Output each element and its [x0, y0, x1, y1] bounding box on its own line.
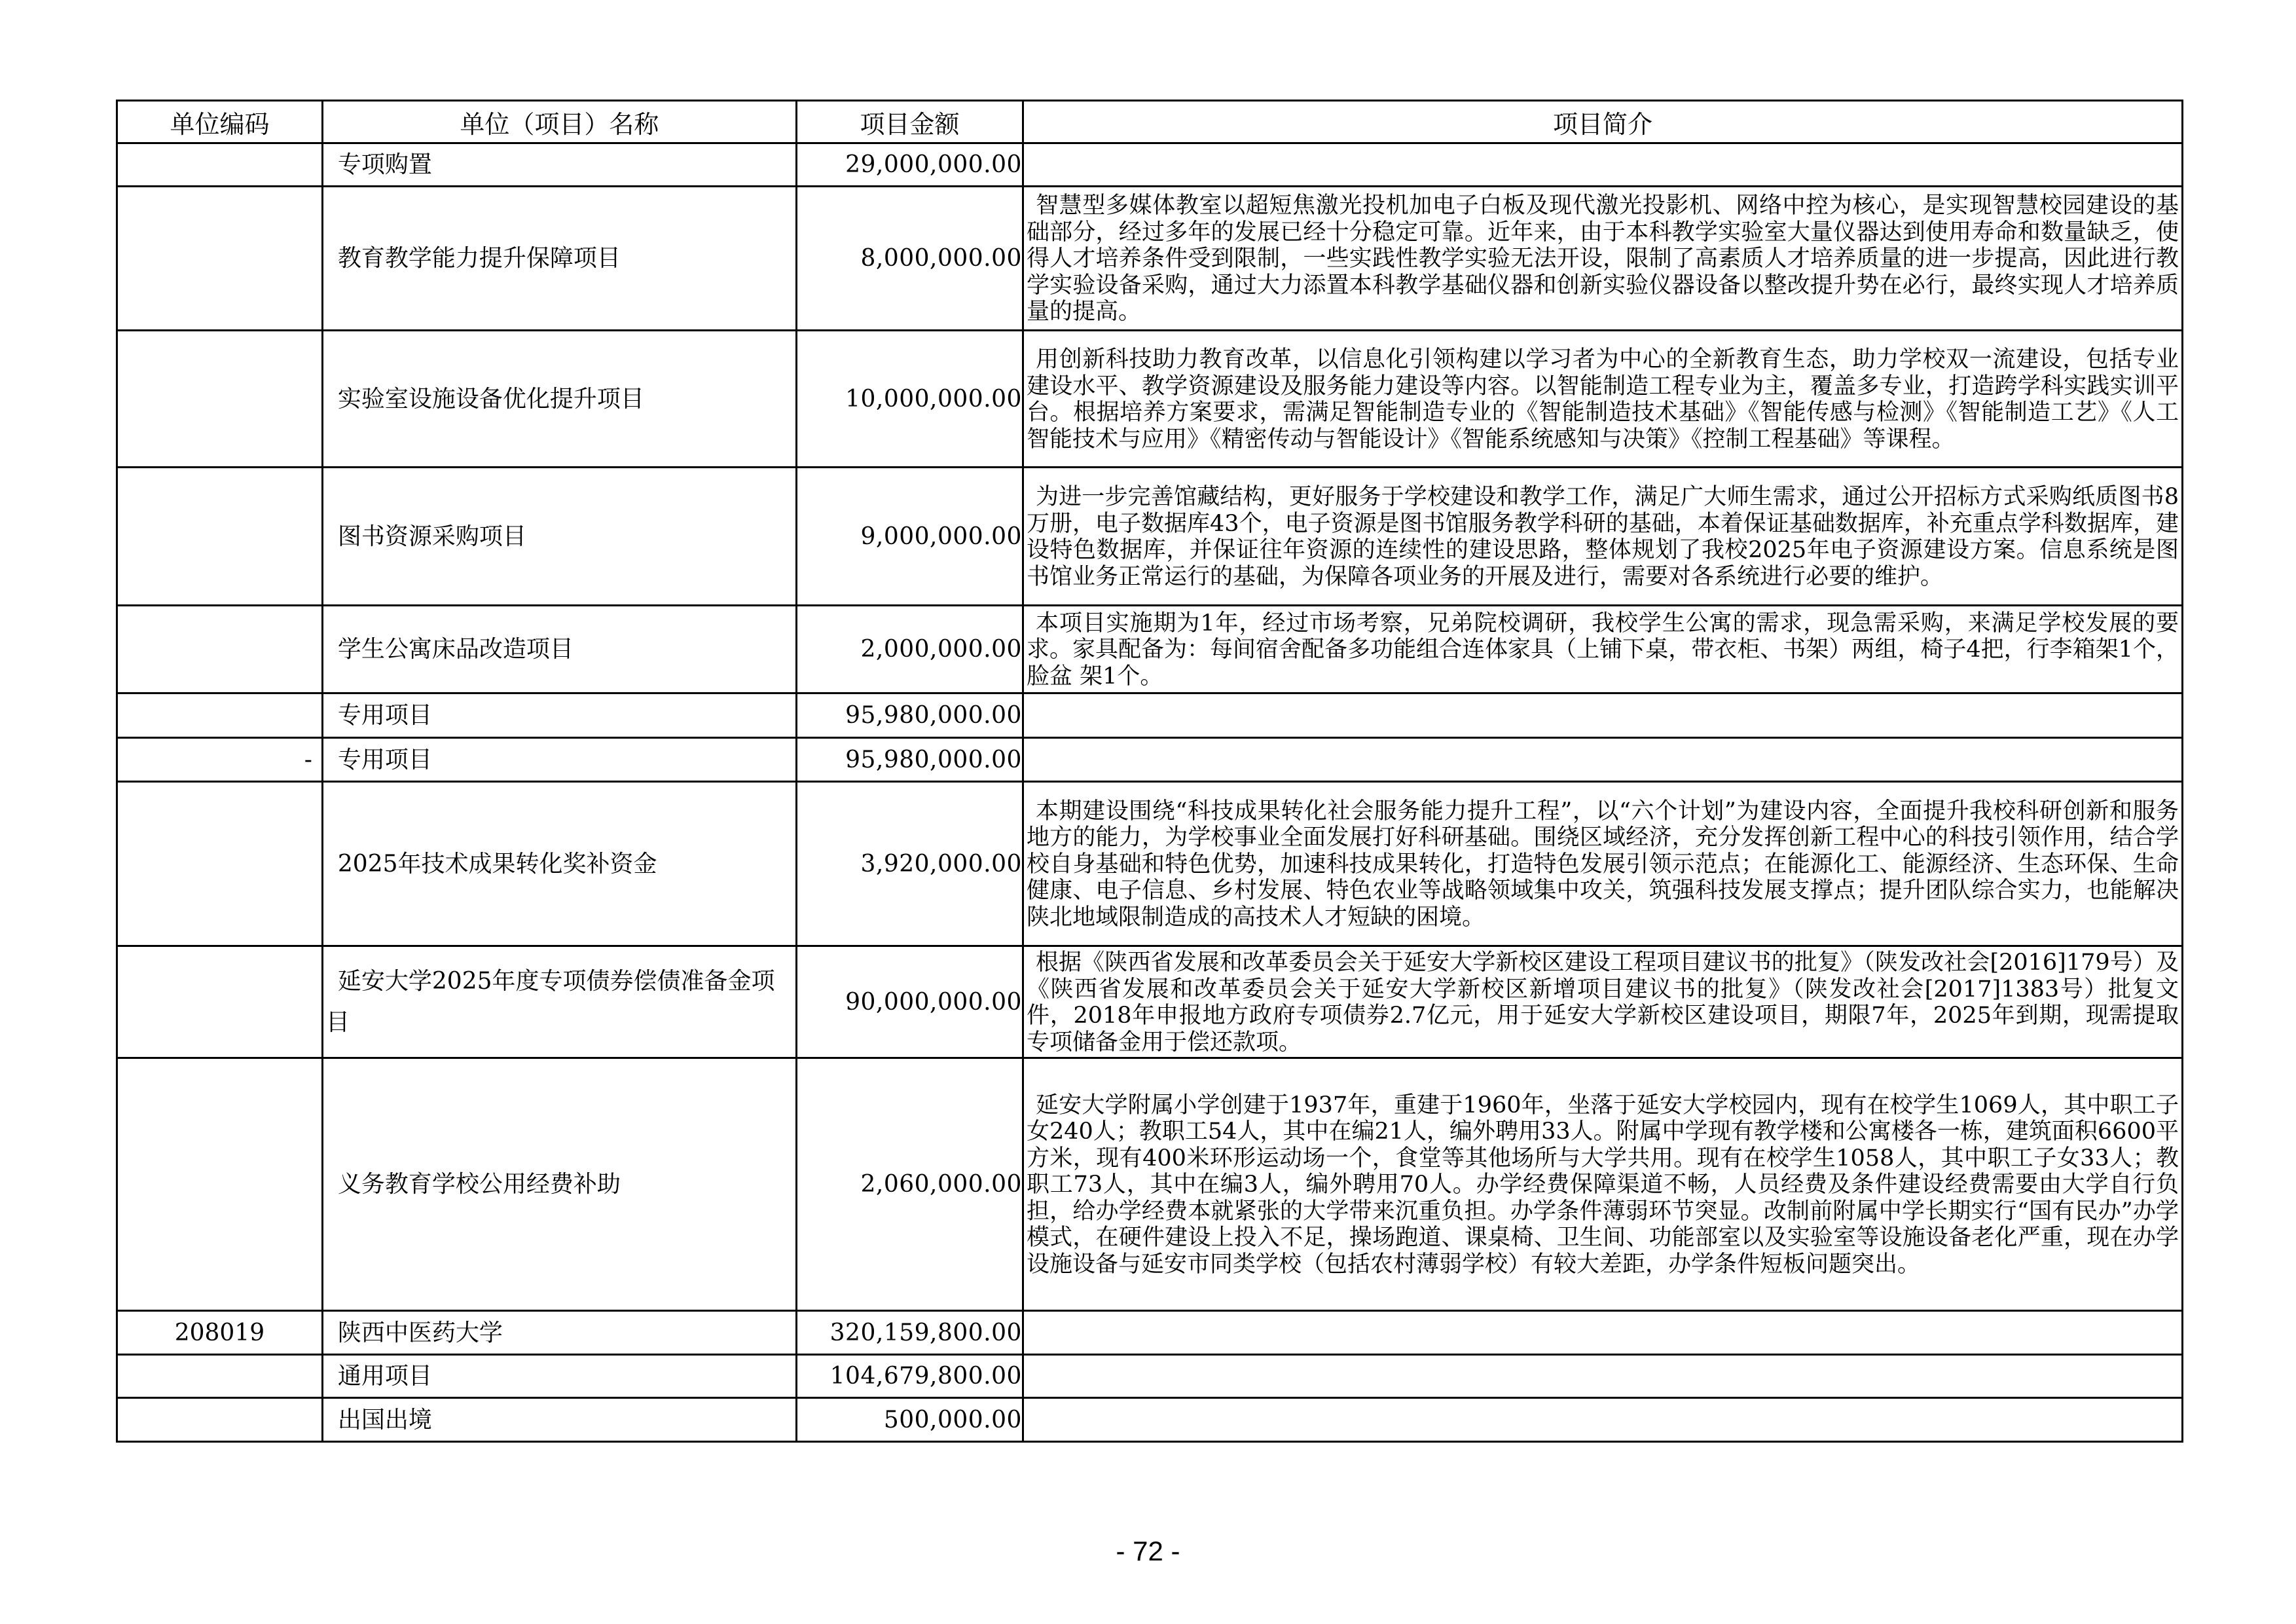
description-cell: 本期建设围绕“科技成果转化社会服务能力提升工程”，以“六个计划”为建设内容，全面提升我校科研创新和服务地方的能力，为学校事业全面发展打好科研基础。围绕区域经济，充分发挥创新工程中心的科技引领作用，结合学校自身基础和特色优势，加速科技成果转化，打造特色发展引领示范点；在能源化工、能源经济、生态环保、生命健康、电子信息、乡村发展、特色农业等战略领域集中攻关，筑强科技发展支撑点；提升团队综合实力，也能解决陕北地域限制造成的高技术人才短缺的困境。	[1023, 782, 2182, 946]
amount-cell: 2,000,000.00	[796, 606, 1023, 693]
description-cell: 用创新科技助力教育改革，以信息化引领构建以学习者为中心的全新教育生态，助力学校双一流建设，包括专业建设水平、教学资源建设及服务能力建设等内容。以智能制造工程专业为主，覆盖多专业，打造跨学科实践实训平 台。根据培养方案要求，需满足智能制造专业的《智能制造技术基础》《智能传感与检测》《智能制造工艺》《人工智能技术与应用》《精密传动与智能设计》《智能系统感知与决策》《控制工程基础》等课程。	[1023, 331, 2182, 468]
table-row	[117, 1398, 2183, 1442]
amount-cell: 104,679,800.00	[796, 1355, 1023, 1398]
unit-code-cell	[117, 946, 323, 1058]
description-cell	[1023, 1355, 2182, 1398]
unit-code-cell	[117, 1398, 323, 1442]
description-cell: 智慧型多媒体教室以超短焦激光投机加电子白板及现代激光投影机、网络中控为核心，是实现智慧校园建设的基础部分，经过多年的发展已经十分稳定可靠。近年来，由于本科教学实验室大量仪器达到使用寿命和数量缺乏，使得人才培养条件受到限制，一些实践性教学实验无法开设，限制了高素质人才培养质量的进一步提高，因此进行教学实验设备采购，通过大力添置本科教学基础仪器和创新实验仪器设备以整改提升势在必行，最终实现人才培养质量的提高。	[1023, 187, 2182, 331]
table-row	[117, 1311, 2183, 1355]
unit-code-cell: -	[117, 738, 323, 782]
unit-name-cell: 义务教育学校公用经费补助	[322, 1058, 796, 1311]
unit-name-cell: 出国出境	[322, 1398, 796, 1442]
unit-name-cell: 延安大学2025年度专项债券偿债准备金项目	[322, 946, 796, 1058]
unit-code-cell	[117, 468, 323, 606]
description-cell	[1023, 738, 2182, 782]
unit-name-cell: 陕西中医药大学	[322, 1311, 796, 1355]
table-row	[117, 738, 2183, 782]
amount-cell: 90,000,000.00	[796, 946, 1023, 1058]
description-cell	[1023, 693, 2182, 738]
budget-project-table	[116, 100, 2183, 1443]
unit-name-cell: 专用项目	[322, 693, 796, 738]
amount-cell: 2,060,000.00	[796, 1058, 1023, 1311]
description-cell	[1023, 1311, 2182, 1355]
unit-name-cell: 专用项目	[322, 738, 796, 782]
amount-cell: 8,000,000.00	[796, 187, 1023, 331]
table-row	[117, 1355, 2183, 1398]
description-cell: 延安大学附属小学创建于1937年，重建于1960年，坐落于延安大学校园内，现有在校学生1069人，其中职工子女240人；教职工54人，其中在编21人，编外聘用33人。附属中学现有教学楼和公寓楼各一栋，建筑面积6600平方米，现有400米环形运动场一个，食堂等其他场所与大学共用。现有在校学生1058人，其中职工子女33人；教职工73人，其中在编3人，编外聘用70人。办学经费保障渠道不畅，人员经费及条件建设经费需要由大学自行负担，给办学经费本就紧张的大学带来沉重负担。办学条件薄弱环节突显。改制前附属中学长期实行“国有民办”办学模式，在硬件建设上投入不足，操场跑道、课桌椅、卫生间、功能部室以及实验室等设施设备老化严重，现在办学设施设备与延安市同类学校（包括农村薄弱学校）有较大差距，办学条件短板问题突出。	[1023, 1058, 2182, 1311]
unit-name-cell: 教育教学能力提升保障项目	[322, 187, 796, 331]
header-unit-name: 单位（项目）名称	[322, 101, 796, 143]
unit-code-cell: 208019	[117, 1311, 323, 1355]
amount-cell: 95,980,000.00	[796, 693, 1023, 738]
amount-cell: 9,000,000.00	[796, 468, 1023, 606]
unit-code-cell	[117, 143, 323, 187]
unit-code-cell	[117, 1058, 323, 1311]
header-unit-code: 单位编码	[117, 101, 323, 143]
table-row	[117, 606, 2183, 693]
amount-cell: 29,000,000.00	[796, 143, 1023, 187]
unit-code-cell	[117, 331, 323, 468]
table-row	[117, 1058, 2183, 1311]
unit-code-cell	[117, 782, 323, 946]
table-row	[117, 782, 2183, 946]
unit-code-cell	[117, 187, 323, 331]
amount-cell: 10,000,000.00	[796, 331, 1023, 468]
table-row	[117, 331, 2183, 468]
table-row	[117, 693, 2183, 738]
unit-name-cell: 实验室设施设备优化提升项目	[322, 331, 796, 468]
amount-cell: 3,920,000.00	[796, 782, 1023, 946]
unit-code-cell	[117, 606, 323, 693]
unit-name-cell: 通用项目	[322, 1355, 796, 1398]
table-row	[117, 187, 2183, 331]
table-row	[117, 143, 2183, 187]
description-cell	[1023, 143, 2182, 187]
unit-code-cell	[117, 1355, 323, 1398]
description-cell: 为进一步完善馆藏结构，更好服务于学校建设和教学工作，满足广大师生需求，通过公开招标方式采购纸质图书8万册，电子数据库43个，电子资源是图书馆服务教学科研的基础，本着保证基础数据库，补充重点学科数据库，建设特色数据库，并保证往年资源的连续性的建设思路，整体规划了我校2025年电子资源建设方案。信息系统是图书馆业务正常运行的基础，为保障各项业务的开展及进行，需要对各系统进行必要的维护。	[1023, 468, 2182, 606]
unit-name-cell: 图书资源采购项目	[322, 468, 796, 606]
table-header-row	[117, 101, 2183, 143]
unit-code-cell	[117, 693, 323, 738]
unit-name-cell: 专项购置	[322, 143, 796, 187]
description-cell: 本项目实施期为1年，经过市场考察，兄弟院校调研，我校学生公寓的需求，现急需采购，来满足学校发展的要求。家具配备为：每间宿舍配备多功能组合连体家具（上铺下桌，带衣柜、书架）两组，椅子4把，行李箱架1个，脸盆 架1个。	[1023, 606, 2182, 693]
page-number: - 72 -	[1116, 1536, 1180, 1566]
header-amount: 项目金额	[796, 101, 1023, 143]
amount-cell: 320,159,800.00	[796, 1311, 1023, 1355]
amount-cell: 500,000.00	[796, 1398, 1023, 1442]
description-cell	[1023, 1398, 2182, 1442]
unit-name-cell: 2025年技术成果转化奖补资金	[322, 782, 796, 946]
description-cell: 根据《陕西省发展和改革委员会关于延安大学新校区建设工程项目建议书的批复》（陕发改社会[2016]179号）及《陕西省发展和改革委员会关于延安大学新校区新增项目建议书的批复》（陕发改社会[2017]1383号）批复文件，2018年申报地方政府专项债券2.7亿元，用于延安大学新校区建设项目，期限7年，2025年到期，现需提取专项储备金用于偿还款项。	[1023, 946, 2182, 1058]
table-row	[117, 946, 2183, 1058]
header-description: 项目简介	[1023, 101, 2182, 143]
unit-name-cell: 学生公寓床品改造项目	[322, 606, 796, 693]
amount-cell: 95,980,000.00	[796, 738, 1023, 782]
table-row	[117, 468, 2183, 606]
